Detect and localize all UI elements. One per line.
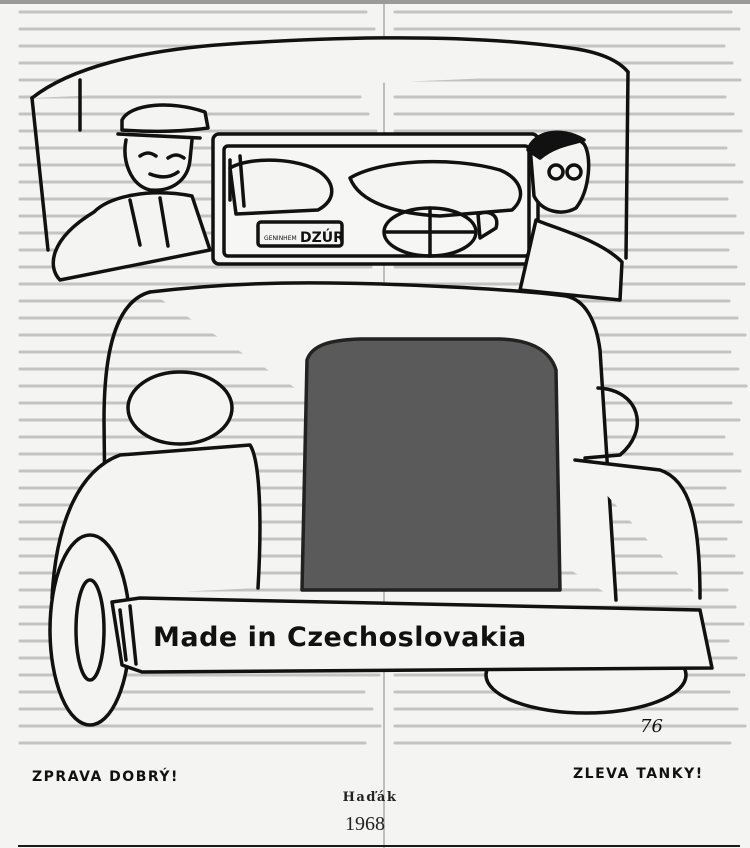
bumper-banner-text: Made in Czechoslovakia — [153, 622, 527, 653]
cab-roof — [32, 38, 628, 98]
soldier-cap — [122, 105, 208, 131]
bottom-rule — [18, 845, 740, 847]
grille — [302, 339, 560, 590]
artist-signature: 76 — [640, 716, 663, 737]
soldier-face — [125, 140, 192, 190]
plate-large-text: DZÚR — [300, 230, 344, 246]
publication-year: 1968 — [345, 813, 385, 835]
left-headlight — [128, 372, 232, 444]
author-name: Haďák — [342, 790, 398, 805]
plate-small-text: GENINHEM — [264, 235, 297, 242]
cab-right-side — [626, 72, 628, 258]
caption-right: ZLEVA TANKY! — [573, 766, 704, 782]
cab-left-side — [32, 80, 80, 250]
caption-left: ZPRAVA DOBRÝ! — [32, 769, 179, 785]
